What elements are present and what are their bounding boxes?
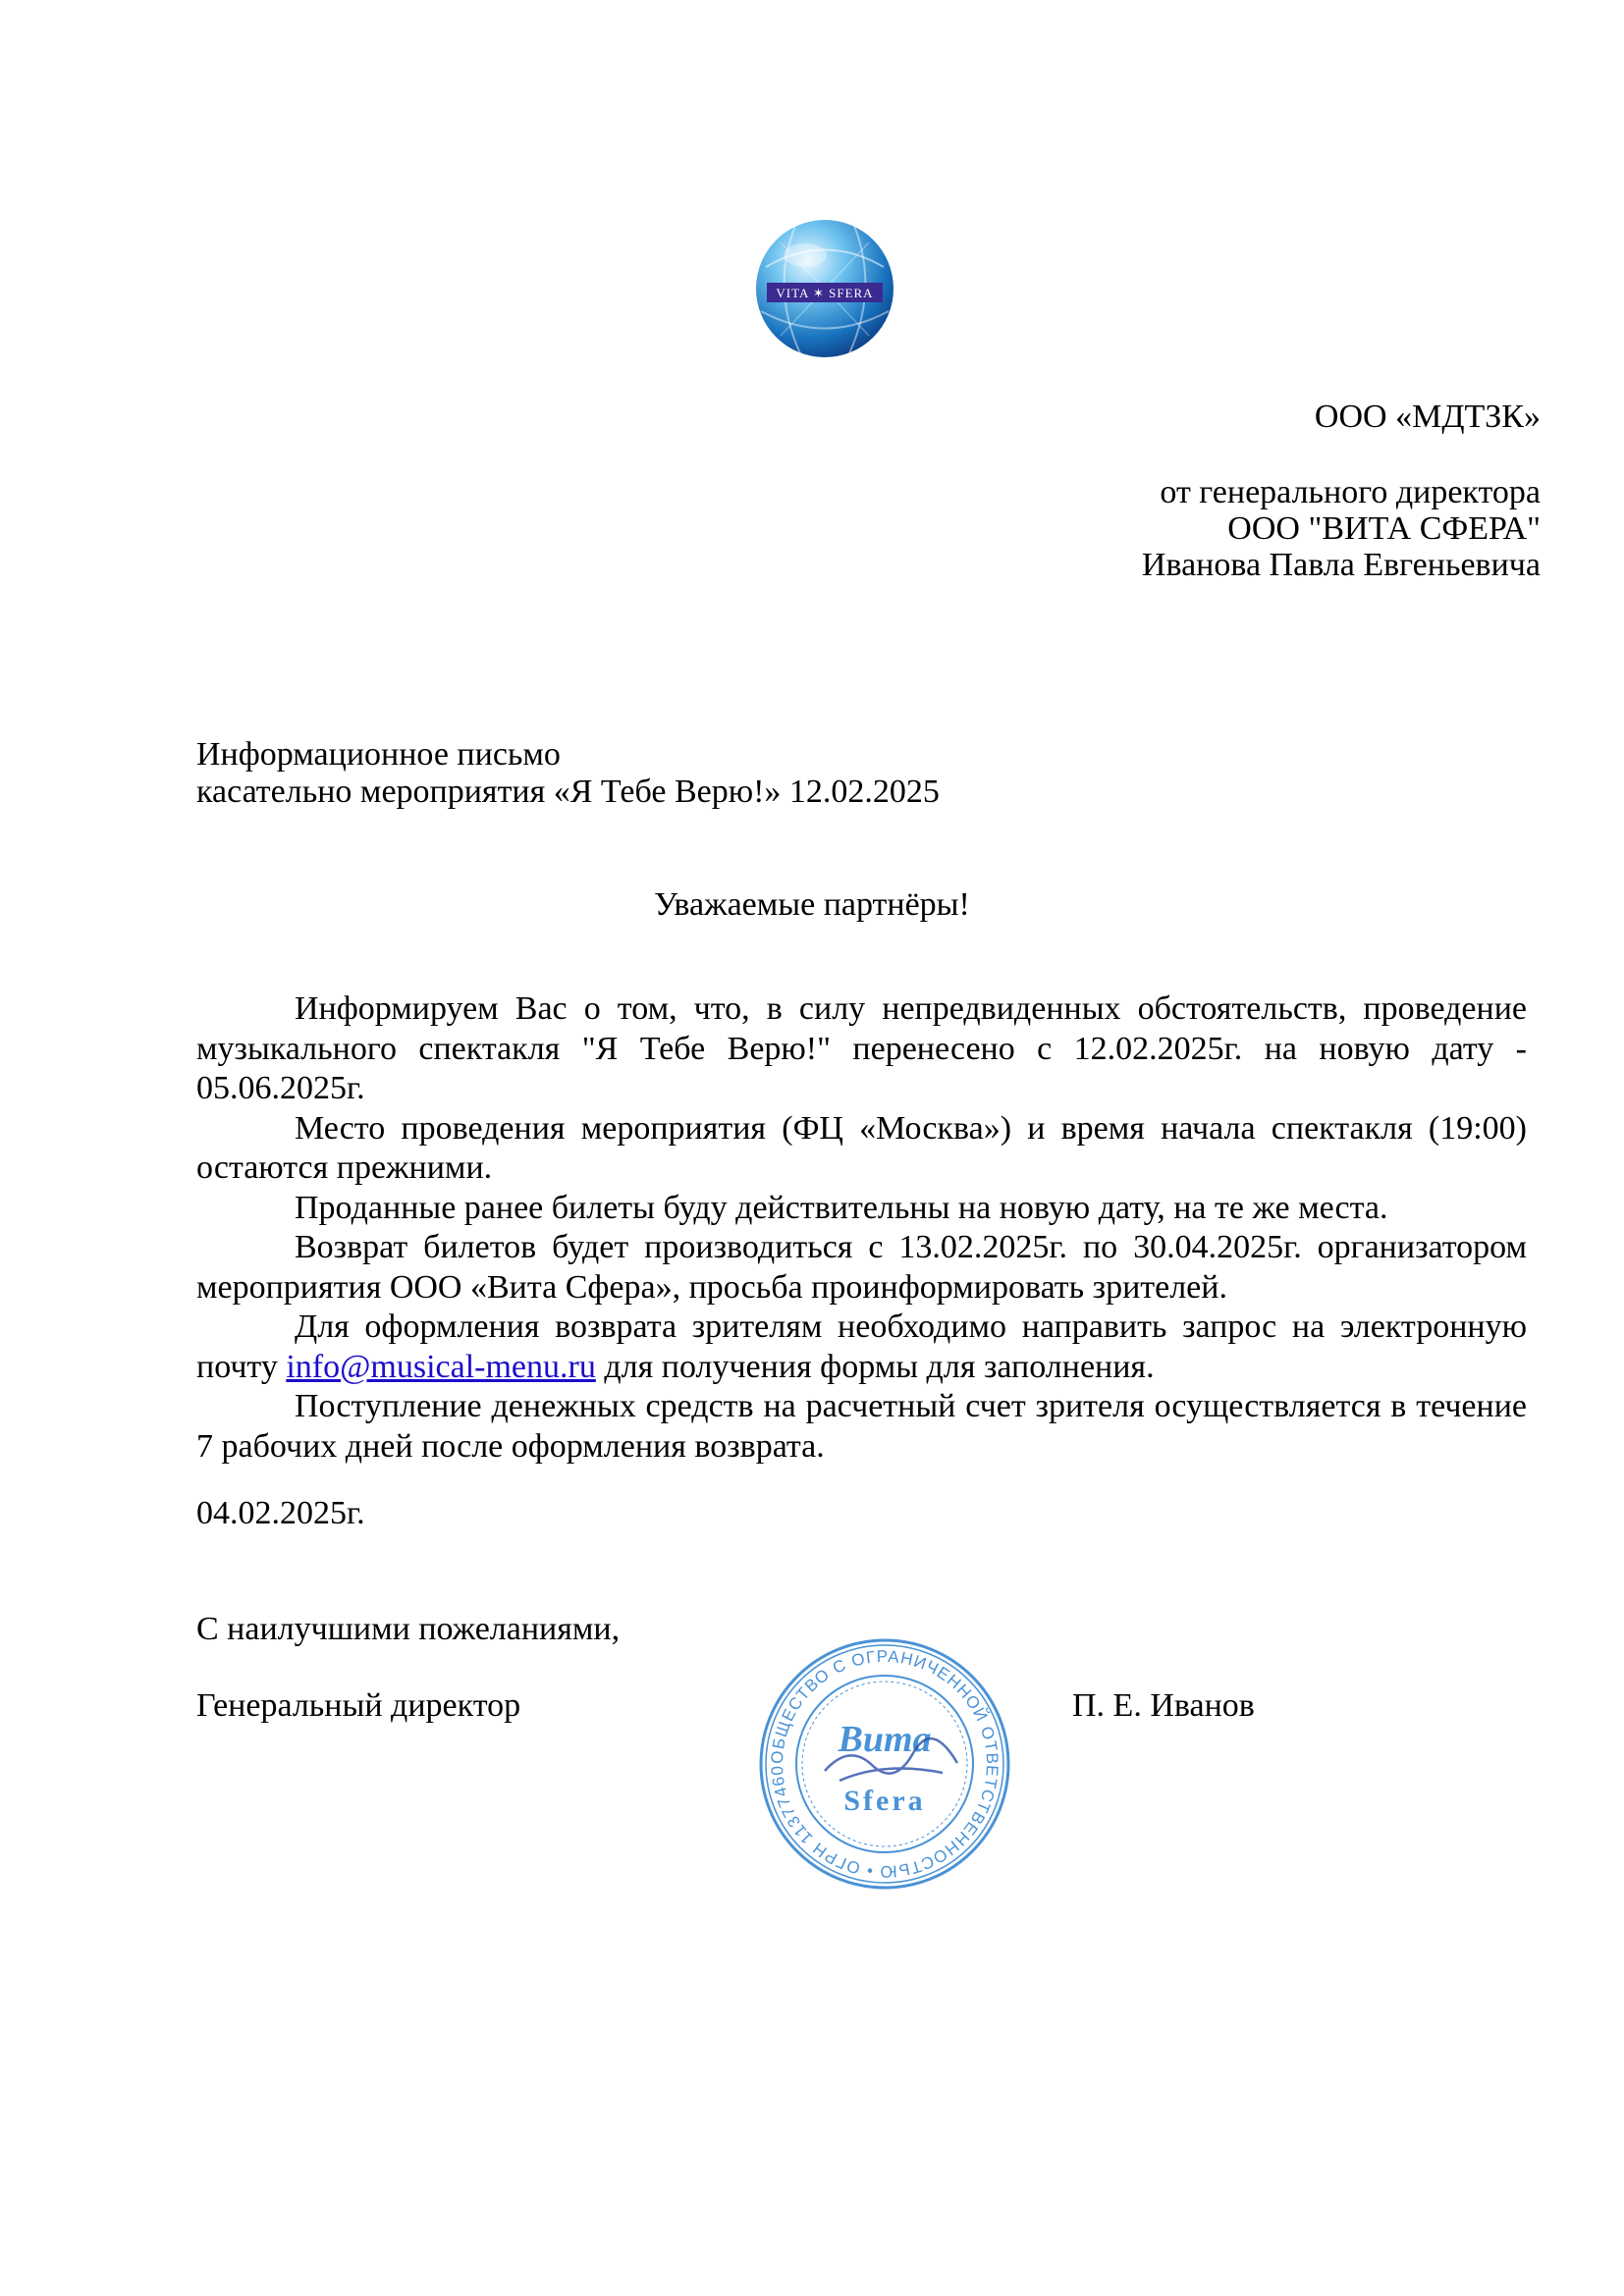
stamp-seal-icon <box>756 1635 1013 1893</box>
letter-date: 04.02.2025г. <box>196 1495 365 1531</box>
signatory-name: П. Е. Иванов <box>1072 1687 1255 1724</box>
greeting: Уважаемые партнёры! <box>654 886 970 923</box>
paragraph-tickets-valid: Проданные ранее билеты буду действительны на новую дату, на те же места. <box>295 1189 1388 1226</box>
recipient: ООО «МДТЗК» <box>1314 399 1541 435</box>
stamp-outer-text: ОБЩЕСТВО С ОГРАНИЧЕННОЙ ОТВЕТСТВЕННОСТЬЮ • ОГРН 11377460 <box>767 1646 1002 1882</box>
document-subject: касательно мероприятия «Я Тебе Верю!» 12.02.2025 <box>196 774 940 810</box>
closing-phrase: С наилучшими пожеланиями, <box>196 1611 621 1647</box>
company-stamp <box>756 1635 1013 1893</box>
paragraph-reschedule: Информируем Вас о том, что, в силу непредвиденных обстоятельств, проведение музыкального спектакля "Я Тебе Верю!" перенесено с 12.02.2025г. на новую дату - 05.06.2025г. <box>196 990 1527 1106</box>
paragraph-refund-request <box>196 1308 1527 1387</box>
sender-company: ООО "ВИТА СФЕРА" <box>1227 510 1541 547</box>
logo-text: VITA ✶ SFERA <box>776 286 874 300</box>
paragraph-payment-terms: Поступление денежных средств на расчетный счет зрителя осуществляется в течение 7 рабочих дней после оформления возврата. <box>196 1388 1527 1465</box>
email-link[interactable]: info@musical-menu.ru <box>286 1348 596 1385</box>
company-logo <box>751 218 898 360</box>
signatory-position: Генеральный директор <box>196 1687 521 1724</box>
sender-name: Иванова Павла Евгеньевича <box>1141 547 1541 583</box>
refund-request-text-end: для получения формы для заполнения. <box>595 1348 1155 1385</box>
letter-body <box>196 989 1527 1467</box>
document-type: Информационное письмо <box>196 736 561 773</box>
refund-request-text: Для оформления возврата зрителям необходимо направить запрос на электронную почту <box>196 1308 1527 1385</box>
sender-title: от генерального директора <box>1160 474 1541 510</box>
stamp-center-bottom: Sfera <box>843 1785 926 1817</box>
stamp-center-top: Вита <box>838 1719 932 1760</box>
paragraph-refund-period: Возврат билетов будет производиться с 13.02.2025г. по 30.04.2025г. организатором мероприятия ООО «Вита Сфера», просьба проинформировать зрителей. <box>196 1229 1527 1306</box>
paragraph-venue: Место проведения мероприятия (ФЦ «Москва») и время начала спектакля (19:00) остаются прежними. <box>196 1109 1527 1186</box>
logo-globe-icon <box>751 218 898 360</box>
